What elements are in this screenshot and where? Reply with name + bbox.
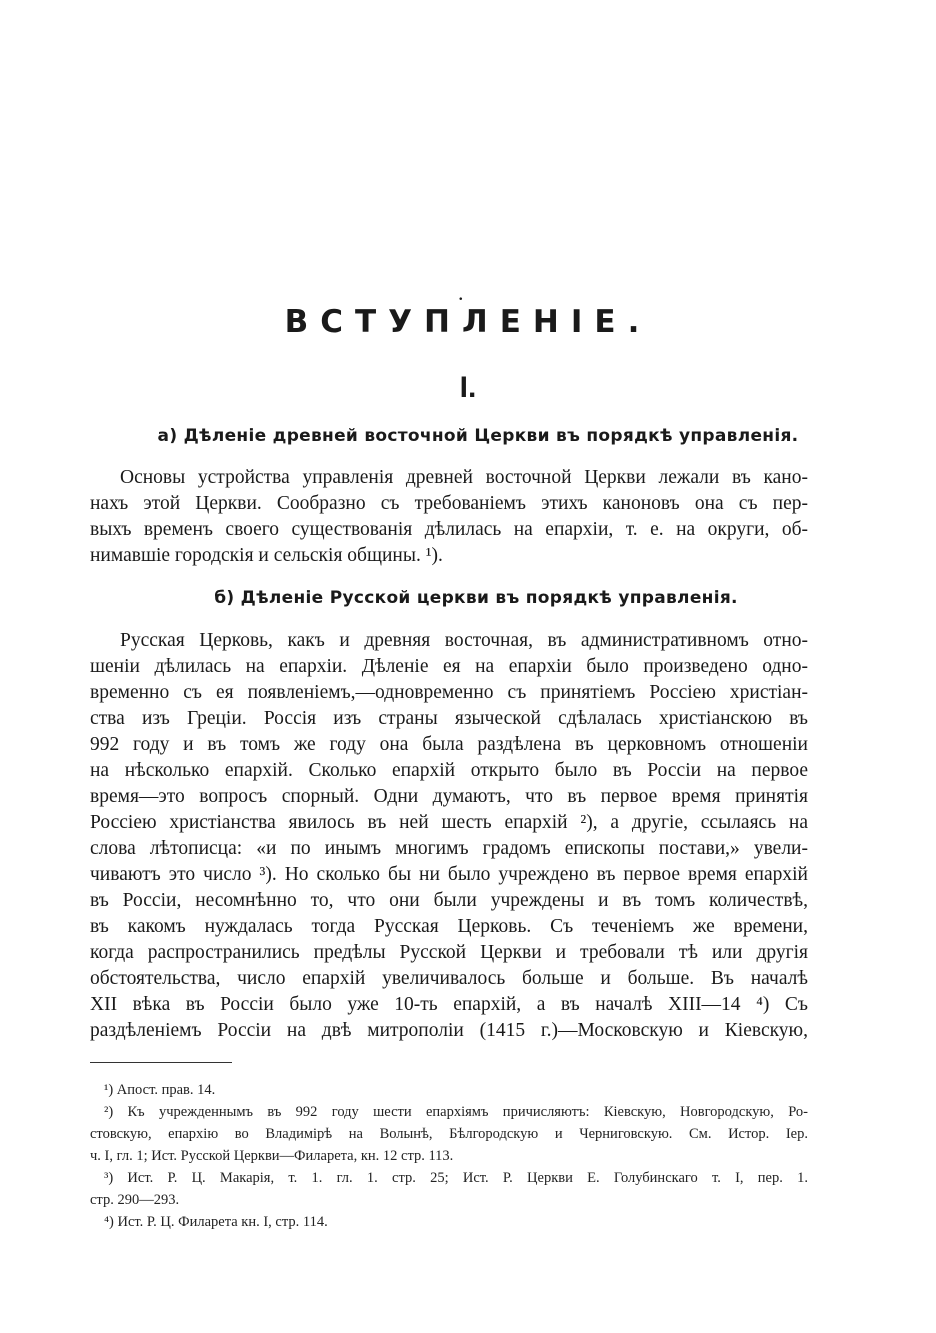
paragraph-line: въ какомъ нуждалась тогда Русская Церковь. Съ теченіемъ же времени, [90, 916, 808, 937]
paragraph-line: чиваютъ это число ³). Но сколько бы ни было учреждено въ первое время епархій [90, 864, 808, 885]
paragraph-line: шеніи дѣлилась на епархіи. Дѣленіе ея на епархіи было произведено одно- [90, 656, 808, 677]
section-number: I. [459, 371, 477, 404]
paragraph-line: Русская Церковь, какъ и древняя восточная, въ административномъ отно- [120, 630, 808, 651]
ornament-dot: . [458, 280, 464, 305]
paragraph-line: время—это вопросъ спорный. Одни думаютъ, что въ первое время принятія [90, 786, 808, 807]
footnote-line: стр. 290—293. [90, 1192, 180, 1208]
footnote-line: ²) Къ учрежденнымъ въ 992 году шести епархіямъ причисляютъ: Кіевскую, Новгородскую, Ро- [104, 1104, 808, 1120]
footnote-line: ³) Ист. Р. Ц. Макарія, т. 1. гл. 1. стр. 25; Ист. Р. Церкви Е. Голубинскаго т. I, пер. 1. [104, 1170, 808, 1186]
footnote-line: ч. I, гл. 1; Ист. Русской Церкви—Филарета, кн. 12 стр. 113. [90, 1148, 454, 1164]
paragraph-line: раздѣленіемъ Россіи на двѣ митрополіи (1415 г.)—Московскую и Кіевскую, [90, 1020, 808, 1041]
paragraph-line: Россіею христіанства явилось въ ней шесть епархій ²), а другіе, ссылаясь на [90, 812, 808, 833]
section-b-heading: б) Дѣленіе Русской церкви въ порядкѣ управленія. [214, 588, 738, 608]
paragraph-line: въ Россіи, несомнѣнно то, что они были учреждены и въ томъ количествѣ, [90, 890, 808, 911]
paragraph-line: XII вѣка въ Россіи было уже 10-ть епархій, а въ началѣ XIII—14 ⁴) Съ [90, 994, 808, 1015]
paragraph-line: на нѣсколько епархій. Сколько епархій открыто было въ Россіи на первое [90, 760, 808, 781]
footnote-separator [90, 1062, 232, 1063]
footnote-line: ⁴) Ист. Р. Ц. Филарета кн. I, стр. 114. [104, 1214, 328, 1230]
footnote-line: стовскую, епархію во Владимірѣ на Волынѣ, Бѣлгородскую и Черниговскую. См. Истор. Іер. [90, 1126, 808, 1142]
paragraph-line: 992 году и въ томъ же году она была раздѣлена въ церковномъ отношеніи [90, 734, 808, 755]
section-a-heading: а) Дѣленіе древней восточной Церкви въ порядкѣ управленія. [157, 426, 799, 446]
paragraph-line: Основы устройства управленія древней восточной Церкви лежали въ кано- [120, 467, 808, 488]
paragraph-line: нимавшіе городскія и сельскія общины. ¹). [90, 545, 443, 566]
paragraph-line: слова лѣтописца: «и по инымъ многимъ градомъ епископы постави,» увели- [90, 838, 808, 859]
paragraph-line: ства изъ Греціи. Россія изъ страны языческой сдѣлалась христіанскою въ [90, 708, 808, 729]
paragraph-line: нахъ этой Церкви. Сообразно съ требованіемъ этихъ каноновъ она съ пер- [90, 493, 808, 514]
paragraph-line: обстоятельства, число епархій увеличивалось больше и больше. Въ началѣ [90, 968, 808, 989]
paragraph-line: временно съ ея появленіемъ,—одновременно съ принятіемъ Россіею христіан- [90, 682, 808, 703]
footnote-line: ¹) Апост. прав. 14. [104, 1082, 216, 1098]
chapter-title: ВСТУПЛЕНІЕ. [284, 304, 652, 340]
paragraph-line: выхъ временъ своего существованія дѣлилась на епархіи, т. е. на округи, об- [90, 519, 808, 540]
paragraph-line: когда распространились предѣлы Русской Церкви и требовали тѣ или другія [90, 942, 808, 963]
